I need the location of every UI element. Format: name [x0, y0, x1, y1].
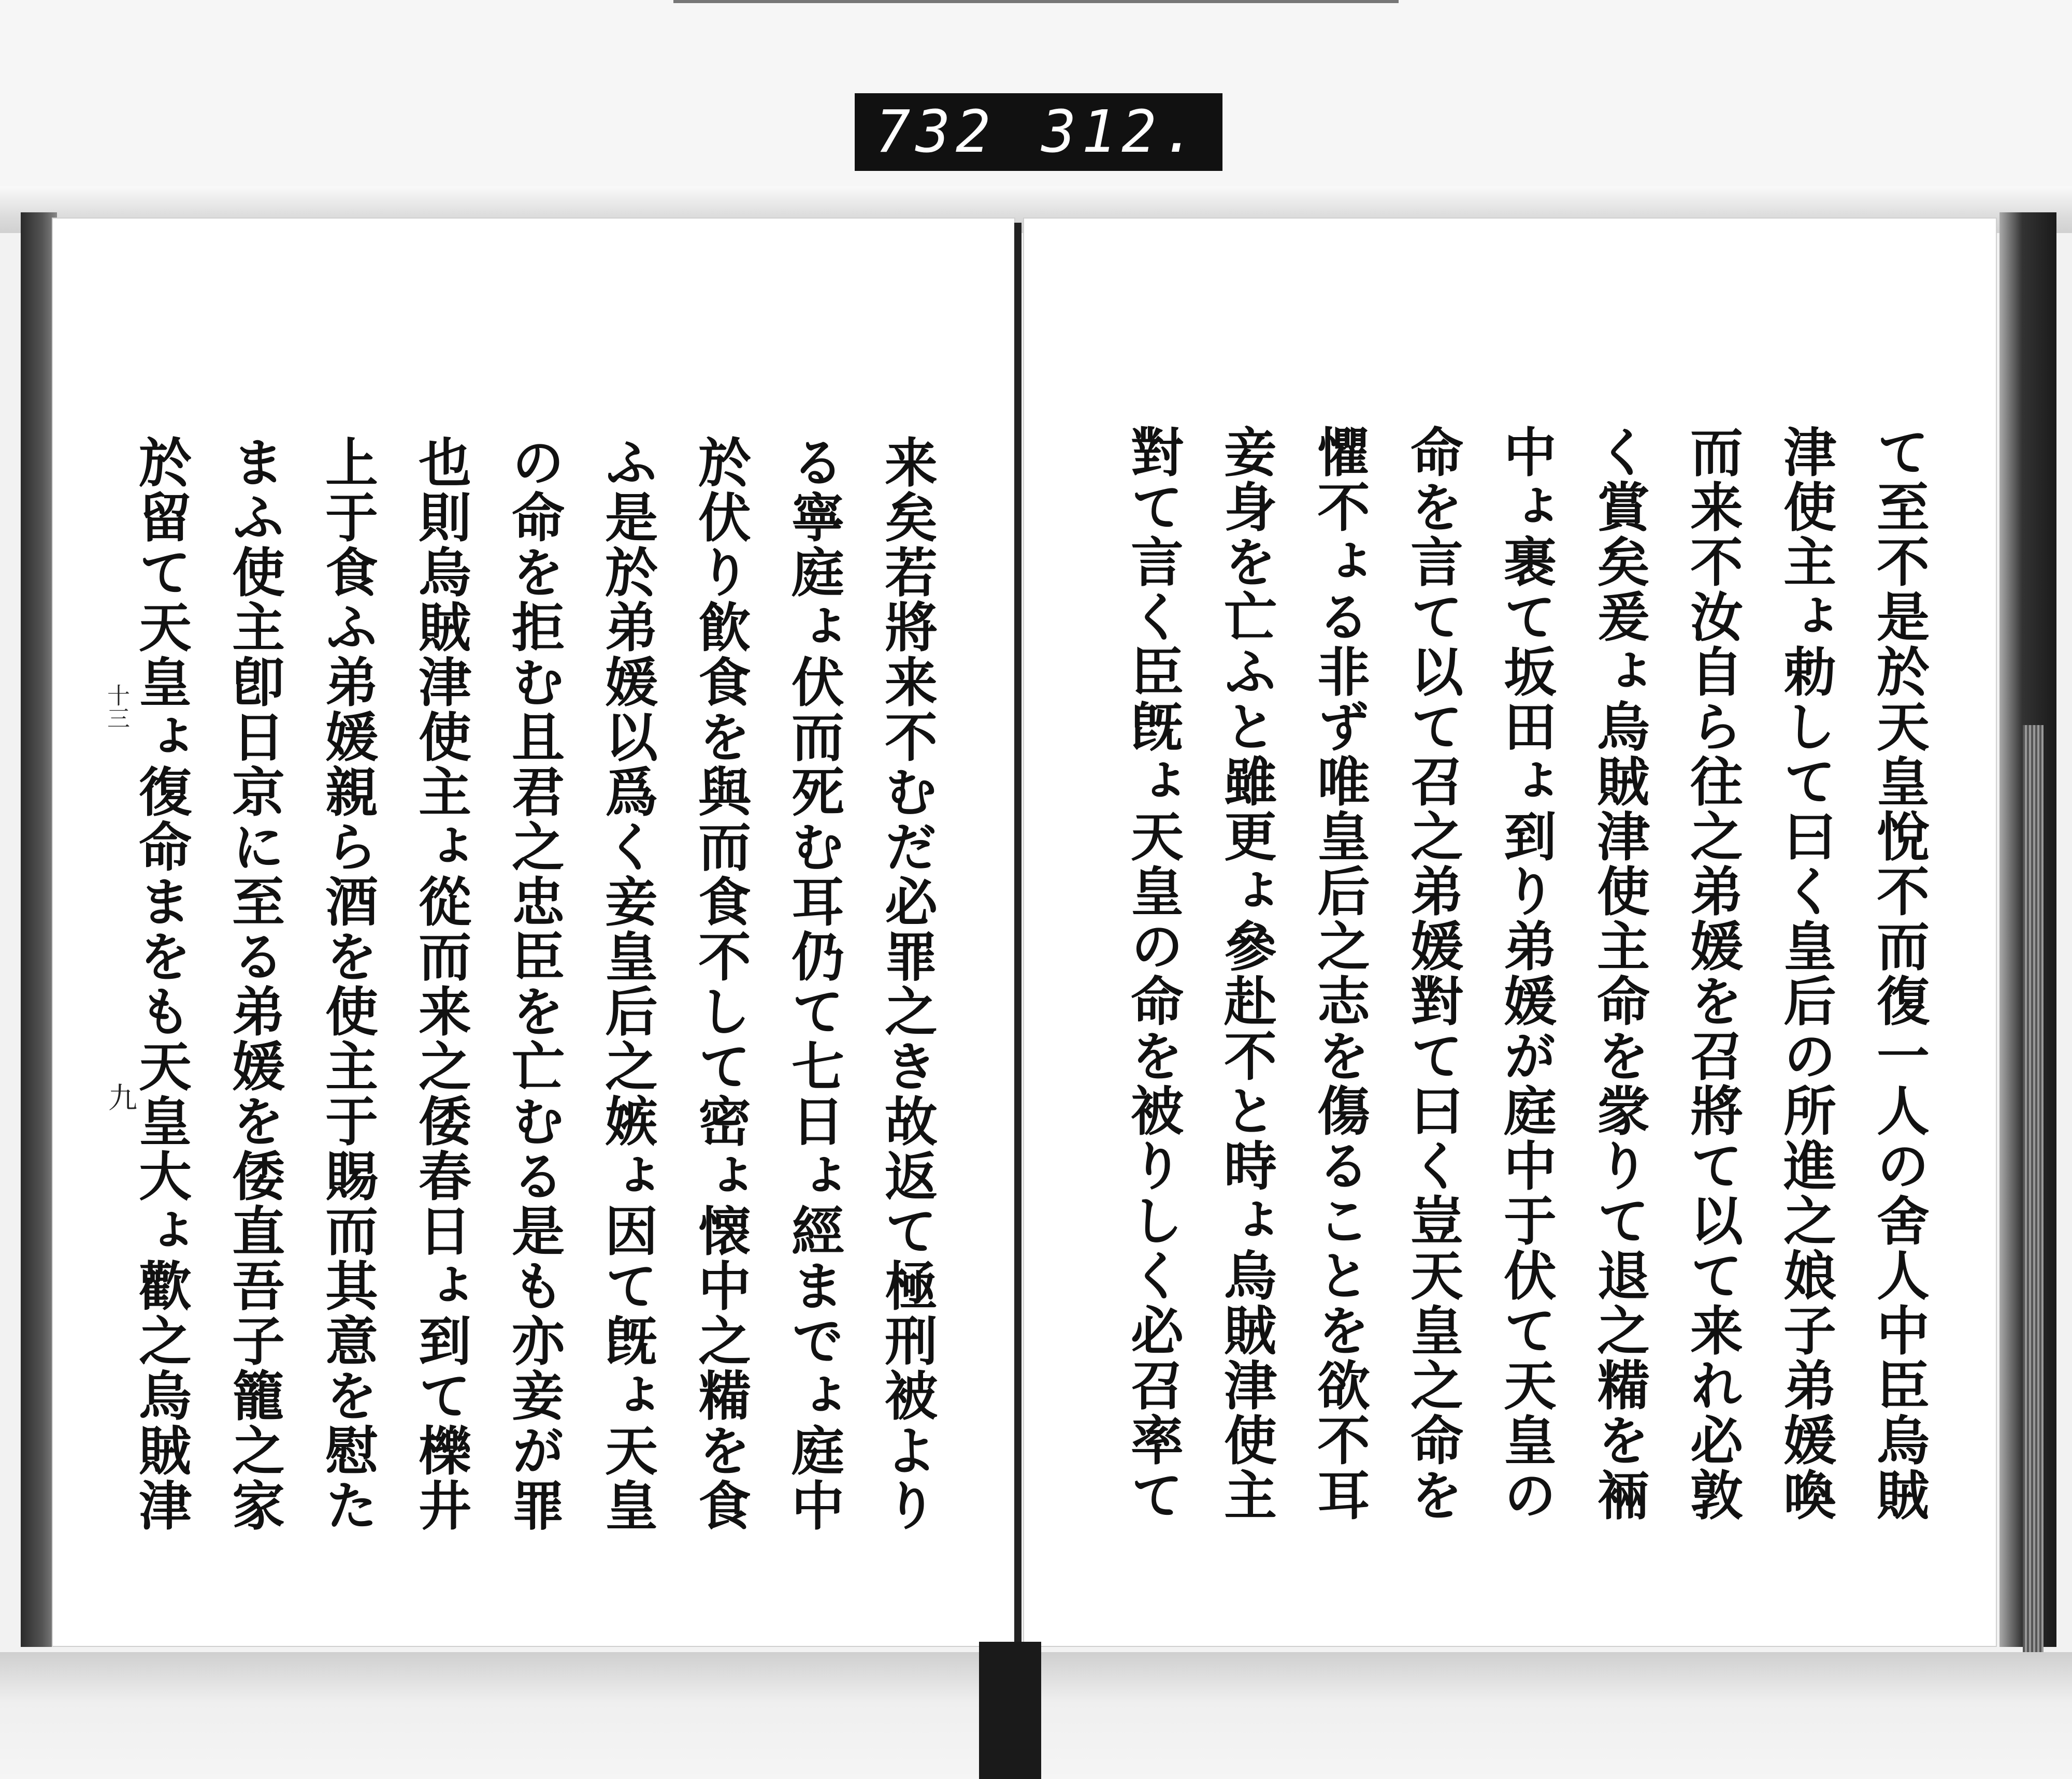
right-col-8: 妾身を亡ふと雖更ょ參赴不と時ょ烏賊津使主: [1215, 425, 1277, 1523]
left-col-4: ふ是於弟媛以爲く妾皇后之嫉ょ因て旣ょ天皇: [596, 435, 658, 1533]
right-col-6: 命を言て以て召之弟媛對て曰く豈天皇之命を: [1402, 425, 1464, 1523]
right-col-2: 津使主ょ勅して曰く皇后の所進之娘子弟媛喚: [1775, 425, 1837, 1523]
call-number-label: [855, 93, 1222, 171]
left-col-8: まふ使主卽日京に至る弟媛を倭直吾子籠之家: [223, 435, 285, 1533]
left-col-7: 上于食ふ弟媛親ら酒を使主于賜而其意を慰た: [316, 435, 379, 1533]
left-col-6: 也則烏賊津使主ょ從而来之倭春日ょ到て櫟井: [410, 435, 472, 1533]
book-gutter: [1014, 223, 1021, 1647]
right-col-7: 懼不ょる非ず唯皇后之志を傷ることを欲不耳: [1308, 425, 1371, 1523]
right-col-5: 中ょ裹て坂田ょ到り弟媛が庭中于伏て天皇の: [1495, 425, 1557, 1523]
left-col-1: 来矣若將来不むだ必罪之き故返て極刑被より: [876, 435, 938, 1533]
left-col-5: の命を拒む且君之忠臣を亡むる是も亦妾が罪: [503, 435, 565, 1533]
call-number-right: 312.: [1041, 98, 1202, 166]
left-col-9: 於留て天皇ょ復命まをも天皇大ょ歡之烏賊津: [130, 435, 192, 1533]
call-number-left: 732: [875, 98, 996, 166]
scan-edge: [673, 0, 1399, 3]
page-stack-edge: [2023, 725, 2044, 1657]
right-col-4: く賞矣爰ょ烏賊津使主命を䝉りて退之糒を裲: [1588, 425, 1650, 1523]
left-col-3: 於伏り飮食を與而食不して密ょ懐中之糒を食: [689, 435, 752, 1533]
page-number: 九: [104, 1082, 137, 1111]
right-col-9: 對て言く臣旣ょ天皇の命を被りしく必召率て: [1122, 425, 1184, 1523]
page-mark: 十三: [103, 684, 130, 729]
right-col-3: 而来不汝自ら往之弟媛を召將て以て来れ必敦: [1681, 425, 1744, 1523]
left-page: [52, 218, 1015, 1647]
right-page: [1023, 218, 1997, 1647]
right-col-1: て至不是於天皇悅不而復一人の舍人中臣烏賊: [1868, 425, 1930, 1523]
book-spine: [979, 1642, 1041, 1779]
left-col-2: る寧庭ょ伏而死む耳仍て七日ょ經までょ庭中: [783, 435, 845, 1533]
